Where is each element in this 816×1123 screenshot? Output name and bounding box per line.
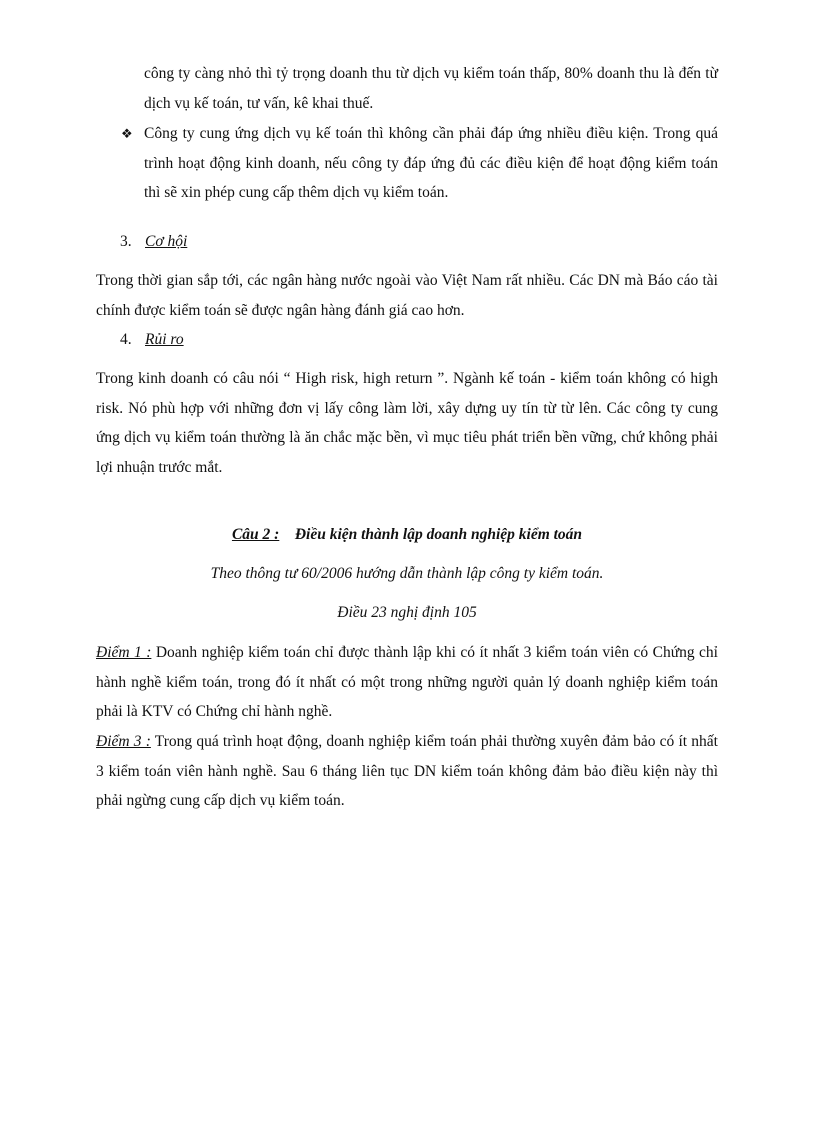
point-3-text: Trong quá trình hoạt động, doanh nghiệp kiểm toán phải thường xuyên đảm bảo có ít nhất 3 kiểm toán viên hành nghề. Sau 6 tháng liên tục DN kiểm toán không đảm bảo điều kiện này thì phải ngừng cung cấp dịch vụ kiểm toán. bbox=[96, 733, 718, 809]
question-2-label: Câu 2 : bbox=[231, 526, 280, 543]
question-2-subtitle: Theo thông tư 60/2006 hướng dẫn thành lập công ty kiểm toán. bbox=[210, 565, 604, 582]
section-4-heading: Rủi ro bbox=[145, 331, 184, 348]
section-4-paragraph: Trong kinh doanh có câu nói “ High risk, high return ”. Ngành kế toán - kiểm toán không có high risk. Nó phù hợp với những đơn vị lấy công làm lời, xây dựng uy tín từ từ lên. Các công ty cung ứng dịch vụ kiểm toán thường là ăn chắc mặc bền, vì mục tiêu phát triển bền vững, chứ không phải lợi nhuận trước mắt. bbox=[96, 370, 718, 476]
question-2-article: Điều 23 nghị định 105 bbox=[337, 604, 477, 621]
section-3-heading: Cơ hội bbox=[145, 233, 188, 250]
question-2-heading bbox=[96, 523, 718, 547]
point-1-paragraph bbox=[96, 638, 718, 727]
section-3-number: 3. bbox=[120, 233, 132, 250]
bullet-paragraph: Công ty cung ứng dịch vụ kế toán thì không cần phải đáp ứng nhiều điều kiện. Trong quá trình hoạt động kinh doanh, nếu công ty đáp ứng đủ các điều kiện để hoạt động kiểm toán thì sẽ xin phép cung cấp thêm dịch vụ kiểm toán. bbox=[144, 125, 718, 201]
point-1-text: Doanh nghiệp kiểm toán chỉ được thành lập khi có ít nhất 3 kiểm toán viên có Chứng chỉ hành nghề kiểm toán, trong đó ít nhất có một trong những người quản lý doanh nghiệp kiểm toán phải là KTV có Chứng chỉ hành nghề. bbox=[96, 644, 718, 720]
point-1-label: Điểm 1 : bbox=[96, 644, 152, 661]
question-2-title: Điều kiện thành lập doanh nghiệp kiểm toán bbox=[294, 526, 583, 543]
continuation-paragraph: công ty càng nhỏ thì tỷ trọng doanh thu từ dịch vụ kiểm toán thấp, 80% doanh thu là đến từ dịch vụ kế toán, tư vấn, kê khai thuế. bbox=[144, 65, 718, 112]
section-4-number: 4. bbox=[120, 331, 132, 348]
diamond-bullet-icon: ❖ bbox=[121, 126, 133, 141]
point-3-label: Điểm 3 : bbox=[96, 733, 151, 750]
point-3-paragraph bbox=[96, 727, 718, 816]
section-3-paragraph: Trong thời gian sắp tới, các ngân hàng nước ngoài vào Việt Nam rất nhiều. Các DN mà Báo cáo tài chính được kiểm toán sẽ được ngân hàng đánh giá cao hơn. bbox=[96, 272, 718, 319]
